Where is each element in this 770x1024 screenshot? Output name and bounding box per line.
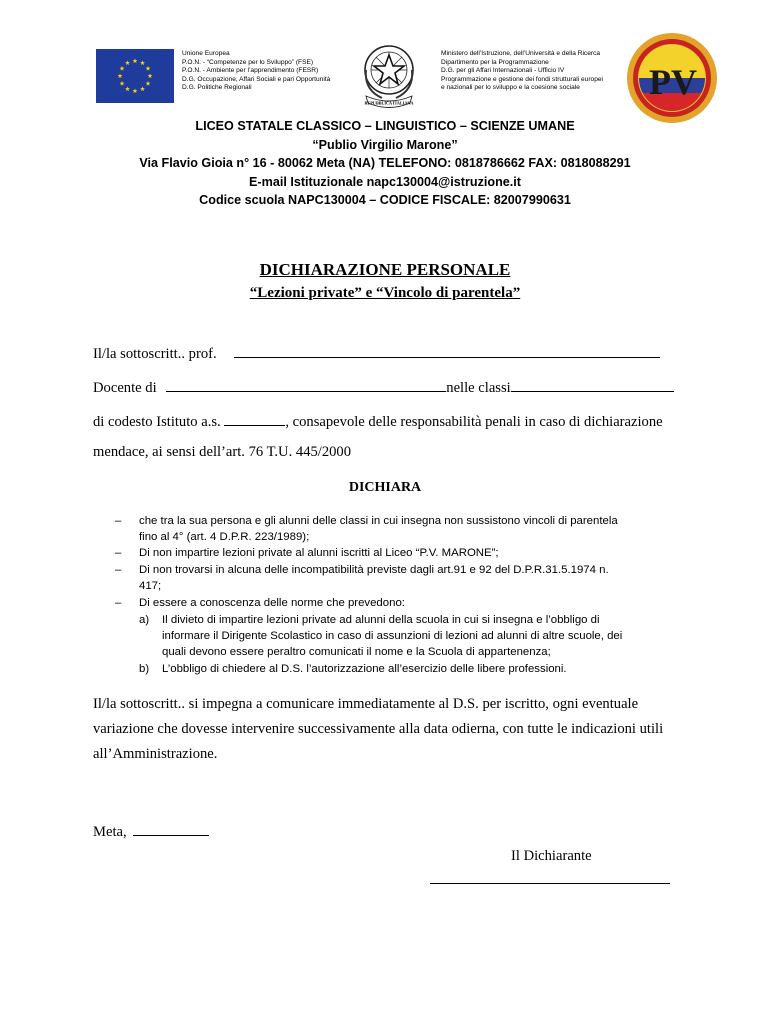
ministry-text-line: D.G. per gli Affari Internazionali - Ufficio IV [441, 67, 565, 75]
sub-item-line: Il divieto di impartire lezioni private ad alunni della scuola in cui si insegna e l’obbligo di [162, 614, 600, 626]
name-blank-field[interactable] [234, 343, 660, 358]
classes-blank-field[interactable] [511, 377, 674, 392]
sub-item-line: quali devono essere peraltro comunicati il nome e la Scuola di appartenenza; [162, 646, 551, 658]
mendace-text: mendace, ai sensi dell’art. 76 T.U. 445/2000 [93, 444, 352, 460]
school-title: “Publio Virgilio Marone” [312, 137, 458, 152]
date-blank-field[interactable] [133, 821, 209, 836]
docente-label: Docente di [93, 380, 157, 396]
ministry-text-line: Programmazione e gestione dei fondi strutturali europei [441, 75, 604, 83]
bullet-line: Di essere a conoscenza delle norme che prevedono: [139, 597, 405, 609]
place-label: Meta, [93, 824, 127, 840]
subject-blank-field[interactable] [166, 377, 446, 392]
dash-bullet: – [115, 564, 122, 576]
impegno-line: variazione che dovesse intervenire successivamente alla data odierna, con tutte le indicazioni utili [93, 721, 664, 737]
emblem-ribbon-text: REPUBBLICA ITALIANA [364, 100, 414, 106]
bullet-line: 417; [139, 580, 162, 592]
school-email: E-mail Istituzionale napc130004@istruzione.it [249, 174, 521, 189]
ministry-text-line: Dipartimento per la Programmazione [441, 58, 549, 66]
school-codes: Codice scuola NAPC130004 – CODICE FISCALE: 82007990631 [199, 193, 571, 207]
document-subtitle: “Lezioni private” e “Vincolo di parentela” [249, 285, 521, 301]
dash-bullet: – [115, 515, 122, 527]
school-address: Via Flavio Gioia n° 16 - 80062 Meta (NA) TELEFONO: 0818786662 FAX: 0818088291 [139, 156, 631, 170]
eu-text-line: P.O.N. - Ambiente per l’apprendimento (FESR) [182, 67, 319, 75]
school-info [0, 117, 770, 210]
ministry-text [441, 50, 626, 93]
italian-republic-emblem [358, 40, 420, 110]
eu-flag-logo [96, 49, 174, 103]
document-title: DICHIARAZIONE PERSONALE [259, 260, 511, 279]
logo-initials: PV [649, 62, 697, 102]
classi-label: nelle classi [446, 380, 511, 396]
sub-item-label: a) [139, 614, 150, 626]
eu-text-line: Unione Europea [182, 50, 230, 57]
istituto-row [93, 411, 663, 431]
sub-item-line: L’obbligo di chiedere al D.S. l’autorizzazione all’esercizio delle libere professioni. [162, 663, 567, 675]
eu-text-line: D.G. Politiche Regionali [182, 84, 252, 92]
bullet-line: che tra la sua persona e gli alunni delle classi in cui insegna non sussistono vincoli di parentela [139, 515, 618, 527]
docente-row [93, 377, 674, 397]
dichiara-heading: DICHIARA [348, 480, 422, 495]
bullet-line: Di non impartire lezioni private al alunni iscritti al Liceo “P.V. MARONE”; [139, 547, 499, 559]
bullet-line: Di non trovarsi in alcuna delle incompatibilità previste dagli art.91 e 92 del D.P.R.31.5.1974 n. [139, 564, 609, 576]
impegno-line: all’Amministrazione. [93, 746, 218, 762]
impegno-line: Il/la sottoscritt.. si impegna a comunicare immediatamente al D.S. per iscritto, ogni eventuale [93, 696, 639, 712]
dash-bullet: – [115, 547, 122, 559]
ministry-text-line: Ministero dell’Istruzione, dell’Università e della Ricerca [441, 50, 601, 57]
school-year-blank-field[interactable] [224, 411, 285, 426]
place-date-row [93, 821, 209, 841]
sottoscritto-label: Il/la sottoscritt.. prof. [93, 346, 217, 362]
signature-label: Il Dichiarante [511, 848, 592, 864]
eu-programme-text [182, 50, 362, 93]
school-name: LICEO STATALE CLASSICO – LINGUISTICO – SCIENZE UMANE [195, 119, 575, 133]
eu-text-line: P.O.N. - “Competenze per lo Sviluppo” (FSE) [182, 58, 314, 66]
dash-bullet: – [115, 597, 122, 609]
istituto-text: , consapevole delle responsabilità penali in caso di dichiarazione [285, 414, 663, 430]
school-logo [626, 32, 718, 124]
eu-text-line: D.G. Occupazione, Affari Sociali e pari Opportunità [182, 75, 331, 83]
istituto-label: di codesto Istituto a.s. [93, 414, 221, 430]
sub-item-label: b) [139, 663, 150, 675]
sottoscritto-row [93, 343, 660, 363]
bullet-line: fino al 4° (art. 4 D.P.R. 223/1989); [139, 531, 310, 543]
sub-item-line: informare il Dirigente Scolastico in caso di assunzioni di lezioni ad alunni di altre scuole, dei [162, 630, 623, 642]
signature-line[interactable] [430, 883, 670, 884]
ministry-text-line: e nazionali per lo sviluppo e la coesione sociale [441, 84, 580, 92]
